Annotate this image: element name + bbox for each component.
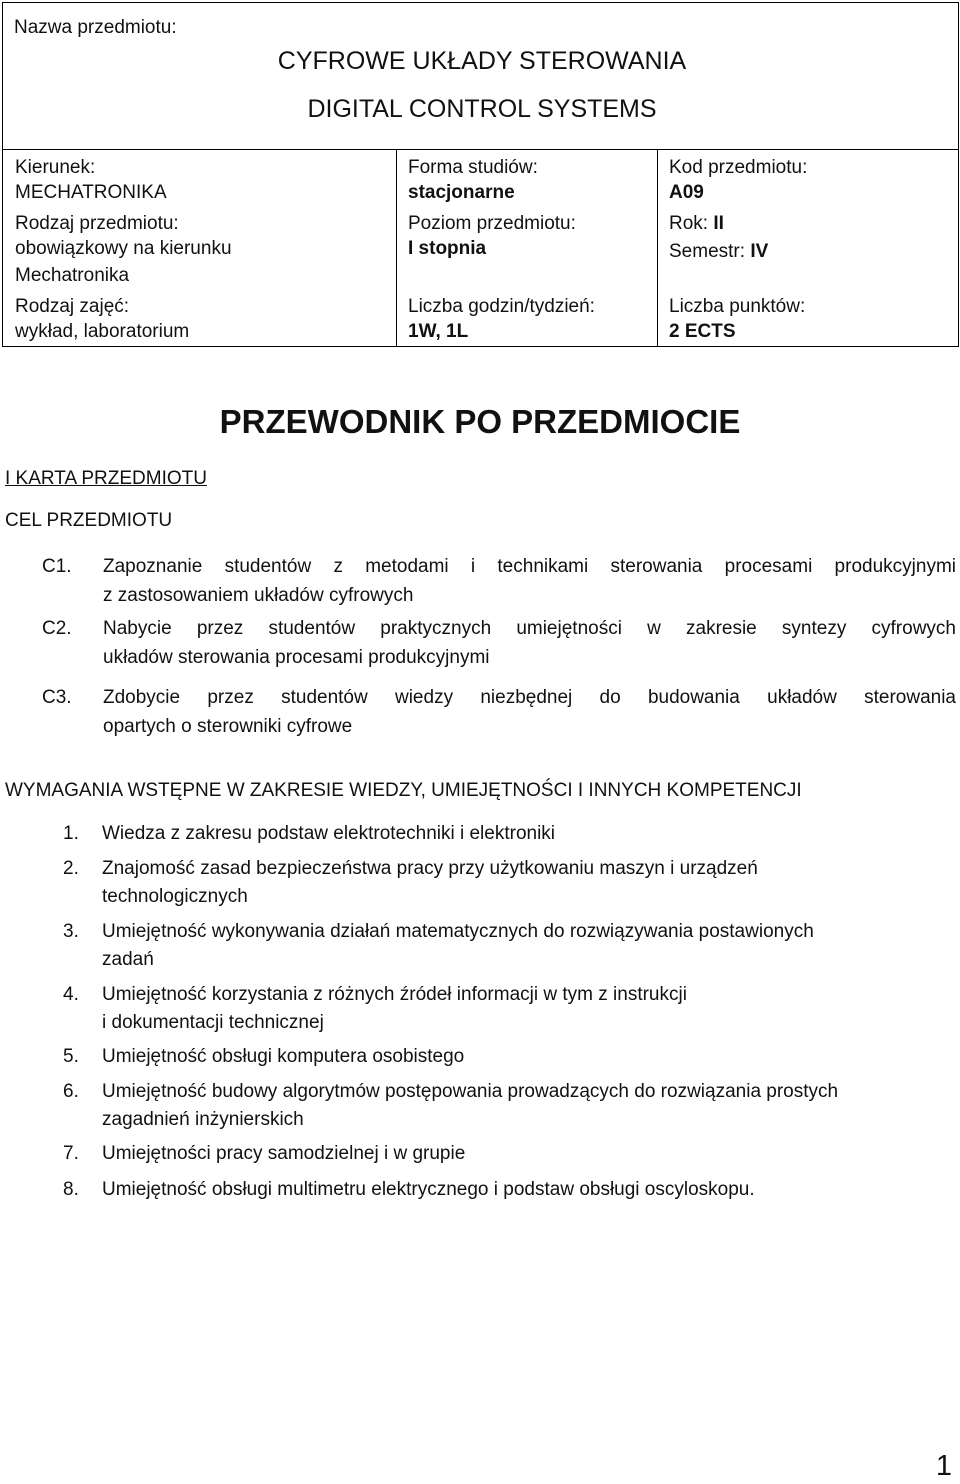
requirement-text-line2: zadań <box>102 949 154 970</box>
rok-value: II <box>713 213 724 234</box>
requirement-text-line1: Umiejętność obsługi multimetru elektrycznego i podstaw obsługi oscyloskopu. <box>102 1179 755 1200</box>
guide-title-text: PRZEWODNIK PO PRZEDMIOCIE <box>219 403 741 440</box>
course-title-pl-text: CYFROWE UKŁADY STEROWANIA <box>277 47 687 75</box>
course-title-en-text: DIGITAL CONTROL SYSTEMS <box>307 95 657 123</box>
requirement-item <box>63 1176 923 1204</box>
requirement-text-line1: Umiejętność obsługi komputera osobistego <box>102 1046 465 1067</box>
requirement-number: 3. <box>63 921 79 942</box>
liczba-godzin-value: 1W, 1L <box>408 321 469 342</box>
requirement-number: 6. <box>63 1081 79 1102</box>
kod-przedmiotu-value: A09 <box>669 182 704 203</box>
requirement-number: 7. <box>63 1143 79 1164</box>
liczba-punktow-value: 2 ECTS <box>669 321 736 342</box>
requirement-text-line1: Wiedza z zakresu podstaw elektrotechniki i elektroniki <box>102 823 556 844</box>
goal-text-line2: układów sterowania procesami produkcyjnymi <box>103 647 490 668</box>
goal-text-line2: z zastosowaniem układów cyfrowych <box>103 585 414 606</box>
forma-studiow-value: stacjonarne <box>408 182 515 203</box>
requirement-text-line1: Znajomość zasad bezpieczeństwa pracy przy użytkowaniu maszyn i urządzeń <box>102 858 758 879</box>
requirement-number: 4. <box>63 984 79 1005</box>
requirement-number: 8. <box>63 1179 79 1200</box>
kierunek-label: Kierunek: <box>15 157 96 178</box>
page-number: 1 <box>935 1450 952 1482</box>
requirement-item <box>63 1140 923 1168</box>
requirement-text-line1: Umiejętność wykonywania działań matematycznych do rozwiązywania postawionych <box>102 921 814 942</box>
goal-item <box>42 614 956 672</box>
kierunek-value: MECHATRONIKA <box>15 182 167 203</box>
requirement-text-line1: Umiejętność budowy algorytmów postępowania prowadzących do rozwiązania prostych <box>102 1081 839 1102</box>
rodzaj-zajec-value: wykład, laboratorium <box>15 321 190 342</box>
semestr-row <box>669 239 768 264</box>
goal-text-line2: opartych o sterowniki cyfrowe <box>103 716 353 737</box>
semestr-value: IV <box>750 241 769 262</box>
requirements-heading: WYMAGANIA WSTĘPNE W ZAKRESIE WIEDZY, UMIEJĘTNOŚCI I INNYCH KOMPETENCJI <box>5 780 802 801</box>
kod-przedmiotu-label: Kod przedmiotu: <box>669 157 808 178</box>
goal-number: C1. <box>42 556 72 577</box>
rodzaj-przedmiotu-value-1: obowiązkowy na kierunku <box>15 238 232 259</box>
course-title-pl <box>0 47 960 76</box>
requirement-text-line2: i dokumentacji technicznej <box>102 1012 324 1033</box>
table-divider-1 <box>396 149 397 347</box>
requirement-number: 5. <box>63 1046 79 1067</box>
requirement-text-line2: technologicznych <box>102 886 248 907</box>
rok-label: Rok: <box>669 213 714 234</box>
goal-text-line1: Nabycie przez studentów praktycznych umiejętności w zakresie syntezy cyfrowych <box>103 618 956 639</box>
requirement-item <box>63 1043 923 1071</box>
course-name-label: Nazwa przedmiotu: <box>14 17 177 38</box>
requirement-item <box>63 855 923 911</box>
karta-przedmiotu-heading: I KARTA PRZEDMIOTU <box>5 468 207 489</box>
poziom-przedmiotu-value: I stopnia <box>408 238 487 259</box>
forma-studiow-label: Forma studiów: <box>408 157 538 178</box>
semestr-label: Semestr: <box>669 241 751 262</box>
goal-number: C3. <box>42 687 72 708</box>
requirement-text-line1: Umiejętność korzystania z różnych źródeł informacji w tym z instrukcji <box>102 984 687 1005</box>
liczba-godzin-label: Liczba godzin/tydzień: <box>408 296 595 317</box>
requirement-item <box>63 1078 923 1134</box>
rodzaj-zajec-label: Rodzaj zajęć: <box>15 296 130 317</box>
rodzaj-przedmiotu-value-2: Mechatronika <box>15 265 130 286</box>
goal-item <box>42 683 956 741</box>
requirement-item <box>63 820 923 848</box>
table-divider-2 <box>657 149 658 347</box>
rok-row <box>669 211 724 236</box>
guide-title <box>0 403 960 441</box>
goal-text-line1: Zdobycie przez studentów wiedzy niezbędnej do budowania układów sterowania <box>103 687 956 708</box>
poziom-przedmiotu-label: Poziom przedmiotu: <box>408 213 576 234</box>
requirement-number: 2. <box>63 858 79 879</box>
requirement-item <box>63 918 923 974</box>
goal-text-line1: Zapoznanie studentów z metodami i technikami sterowania procesami produkcyjnymi <box>103 556 956 577</box>
cel-przedmiotu-heading: CEL PRZEDMIOTU <box>5 510 173 531</box>
rodzaj-przedmiotu-label: Rodzaj przedmiotu: <box>15 213 179 234</box>
liczba-punktow-label: Liczba punktów: <box>669 296 806 317</box>
requirement-text-line1: Umiejętności pracy samodzielnej i w grupie <box>102 1143 466 1164</box>
requirement-text-line2: zagadnień inżynierskich <box>102 1109 304 1130</box>
course-title-en <box>0 95 960 124</box>
requirement-number: 1. <box>63 823 79 844</box>
goal-item <box>42 552 956 610</box>
goal-number: C2. <box>42 618 72 639</box>
requirement-item <box>63 981 923 1037</box>
